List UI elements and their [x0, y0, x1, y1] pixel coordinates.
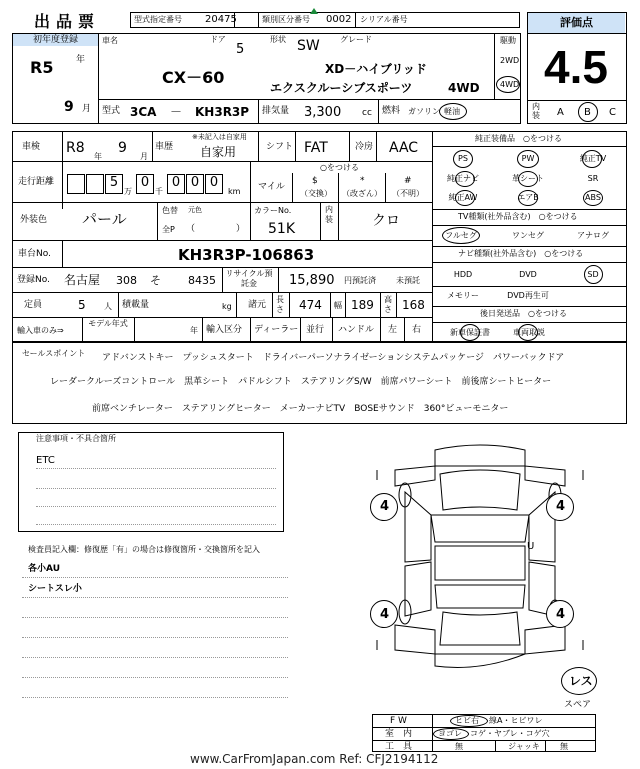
corner-mark — [310, 8, 318, 14]
mileage-digit-3: 0 — [136, 174, 154, 194]
first-reg-label: 初年度登録 — [32, 35, 78, 45]
car-diagram — [365, 440, 595, 680]
mileage-km-unit: km — [228, 187, 241, 196]
exterior-label: 外装色 — [20, 215, 48, 225]
interior-color: クロ — [372, 213, 400, 229]
mileage-sen-unit: 千 — [155, 187, 163, 196]
reg-month-unit: 月 — [82, 104, 92, 114]
grade-drive: 4WD — [448, 81, 480, 95]
type-no: 20475 — [205, 14, 237, 25]
displacement-label: 排気量 — [262, 106, 290, 116]
mileage-modified: （改ざん） — [342, 189, 382, 198]
inspection-month: 9 — [118, 140, 127, 156]
navi-memory: メモリー — [447, 291, 479, 300]
plate-number: 308 — [116, 274, 137, 287]
navi-dvd: DVD — [519, 270, 537, 279]
reg-year-unit: 年 — [76, 55, 86, 65]
class-no-label: 類別区分番号 — [262, 15, 310, 24]
equip-sr: SR — [587, 174, 599, 183]
height: 168 — [402, 298, 425, 312]
interior-grade-label: 内装 — [532, 102, 540, 120]
import-category-label: 輸入区分 — [206, 325, 243, 335]
dims-label: 諸元 — [248, 300, 267, 310]
mileage-digit-6: 0 — [205, 174, 223, 194]
tv-oneseg: ワンセグ — [512, 231, 544, 240]
legend-fw-desc: 線A・ヒビワレ — [489, 716, 543, 725]
chassis-no: KH3R3P-106863 — [178, 246, 315, 264]
fuel-diesel: 軽油 — [444, 107, 460, 116]
notes-item-etc: ETC — [36, 455, 55, 466]
tire-front-right: 4 — [556, 499, 566, 514]
grade-a: A — [557, 107, 564, 118]
mileage-label: 走行距離 — [18, 177, 55, 187]
selling-line-1: アドバンストキー プッシュスタート ドライバーパーソナライゼーションシステムパッケージ パワーバックドア — [102, 353, 565, 363]
equip-abs: ABS — [585, 193, 601, 202]
spare-value: レス — [569, 674, 593, 688]
width-label: 幅 — [334, 301, 342, 310]
grade-label: グレード — [340, 35, 372, 44]
recycle-label: リサイクル預託金 — [225, 269, 273, 288]
handle-right: 右 — [412, 325, 422, 335]
header-strip — [130, 12, 520, 28]
shape-label: 形状 — [270, 35, 286, 44]
color-code-label: カラーNo. — [254, 206, 292, 215]
type-no-label: 型式指定番号 — [134, 15, 182, 24]
full-paint-label: 全P — [162, 225, 175, 234]
navi-title: ナビ種類(社外品含む) ○をつける — [458, 249, 584, 258]
tv-analog: アナログ — [577, 231, 609, 240]
equip-pw: PW — [521, 154, 535, 163]
selling-line-2: レーダークルーズコントロール 黒革シート パドルシフト ステアリングS/W 前席パワーシート 前後席シートヒーター — [50, 377, 552, 387]
original-color-label: 元色 — [188, 206, 202, 214]
equip-navi: 純正ナビ — [447, 174, 479, 183]
mileage-man-unit: 万 — [124, 187, 132, 196]
paren-open: （ — [186, 224, 196, 234]
legend-fw: F W — [390, 716, 407, 726]
recycle-amount: 15,890 — [289, 273, 335, 288]
model-label: 型式 — [102, 106, 121, 116]
handle-left: 左 — [388, 325, 398, 335]
mileage-digit-5: 0 — [186, 174, 204, 194]
legend-interior: 室 内 — [385, 729, 413, 739]
fuel-label: 燃料 — [382, 106, 401, 116]
equip-title: 純正装備品 ○をつける — [475, 134, 562, 143]
shape: SW — [297, 38, 320, 54]
later-title: 後日発送品 ○をつける — [480, 309, 567, 318]
inspector-item-1: 各小AU — [28, 564, 60, 574]
exterior-color: パール — [82, 210, 127, 228]
chassis-label: 車台No. — [18, 249, 51, 259]
score-label: 評価点 — [560, 16, 593, 29]
spare-label: スペア — [564, 700, 592, 710]
notes-box — [18, 432, 284, 532]
score-value: 4.5 — [544, 41, 608, 93]
car-name-label: 車名 — [102, 36, 118, 45]
plate-serial: 8435 — [188, 274, 216, 287]
equip-leather: 革シート — [512, 174, 544, 183]
door-label: ドア — [210, 35, 226, 44]
import-dealer: ディーラー — [254, 325, 299, 335]
drive-label: 駆動 — [500, 36, 516, 45]
inspector-item-2: シートスレ小 — [28, 584, 82, 594]
cc-unit: cc — [362, 108, 372, 118]
mileage-hash: # — [404, 176, 412, 186]
watermark-footer: www.CarFromJapan.com Ref: CFJ2194112 — [190, 752, 439, 766]
selling-line-3: 前席ベンチレーター ステアリングヒーター メーカーナビTV BOSEサウンド 360°ビューモニター — [92, 404, 509, 414]
plate-kana: そ — [150, 274, 161, 287]
import-parallel: 並行 — [306, 325, 325, 335]
grade-line-2: エクスクルーシブスポーツ — [270, 81, 413, 95]
capacity-unit: 人 — [104, 302, 112, 311]
handle-label: ハンドル — [338, 325, 375, 335]
inspection-era: R8 — [66, 140, 85, 156]
import-label: 輸入車のみ⇒ — [17, 326, 64, 335]
capacity: 5 — [78, 298, 86, 312]
history-label: 車歴 — [155, 142, 174, 152]
class-no: 0002 — [326, 14, 352, 25]
model-dash: － — [170, 105, 183, 119]
load-label: 積載量 — [122, 300, 150, 310]
equip-ps: PS — [458, 154, 468, 163]
history-note: ※未記入は自家用 — [192, 133, 247, 141]
legend-tools-value: 無 — [455, 742, 463, 751]
legend-jack: ジャッキ — [508, 742, 540, 751]
model-code-2: KH3R3P — [195, 105, 250, 119]
displacement: 3,300 — [304, 105, 342, 120]
grade-b: B — [584, 107, 591, 118]
car-name: CX－60 — [162, 68, 225, 87]
equip-airbag: エアB — [517, 193, 539, 202]
form-title: 出品票 — [34, 12, 101, 31]
equip-aw: 純正AW — [448, 193, 478, 202]
legend-jack-value: 無 — [560, 742, 568, 751]
drive-4wd: 4WD — [500, 80, 520, 89]
inspection-year-unit: 年 — [94, 152, 102, 161]
damage-mark-u: U — [527, 541, 535, 552]
tire-rear-left: 4 — [380, 607, 390, 622]
grade-c: C — [609, 107, 616, 118]
later-warranty: 新車保証書 — [450, 328, 490, 337]
plate-label: 登録No. — [17, 275, 50, 285]
mileage-unknown: （不明） — [392, 189, 424, 198]
recycle-unit: 円預託済 — [344, 276, 376, 285]
inspection-label: 車検 — [22, 142, 41, 152]
mile-label: マイル — [258, 182, 285, 192]
mileage-dollar: $ — [312, 176, 318, 186]
notes-label: 注意事項・不具合箇所 — [36, 434, 116, 443]
selling-label: セールスポイント — [22, 349, 86, 358]
ac-value: AAC — [389, 140, 419, 156]
navi-hdd: HDD — [453, 270, 473, 279]
paren-close: ） — [236, 224, 246, 234]
width: 189 — [351, 298, 374, 312]
legend-fw-mark: ヒビ右 — [455, 716, 479, 725]
tire-front-left: 4 — [380, 499, 390, 514]
equip-tv: 純正TV — [579, 154, 607, 163]
serial-label: シリアル番号 — [360, 15, 408, 24]
door-count: 5 — [236, 42, 245, 57]
navi-sd: SD — [587, 270, 599, 279]
length-label: 長さ — [276, 295, 284, 314]
length: 474 — [299, 298, 322, 312]
color-code: 51K — [268, 221, 295, 237]
shift-value: FAT — [304, 140, 328, 156]
legend-tools: 工 具 — [385, 742, 413, 752]
mileage-digit-4: 0 — [167, 174, 185, 194]
reg-year: R5 — [30, 58, 54, 77]
shift-label: シフト — [266, 142, 294, 152]
reg-month: 9 — [64, 99, 74, 115]
mileage-star: * — [360, 176, 365, 186]
load-unit: kg — [222, 302, 232, 311]
model-year-label: モデル年式 — [88, 319, 128, 328]
color-change-label: 色替 — [162, 206, 178, 215]
mileage-exchange: （交換） — [300, 189, 332, 198]
inspection-month-unit: 月 — [140, 152, 148, 161]
height-label: 高さ — [384, 295, 392, 314]
recycle-status: 未預託 — [396, 276, 420, 285]
interior-color-label: 内装 — [325, 205, 333, 224]
import-year-unit: 年 — [190, 326, 198, 335]
capacity-label: 定員 — [24, 300, 43, 310]
grade-line-1: XD－ハイブリッド — [325, 62, 427, 76]
drive-2wd: 2WD — [500, 56, 520, 65]
ac-label: 冷房 — [355, 142, 374, 152]
plate-area: 名古屋 — [64, 273, 101, 287]
navi-dvd-play: DVD再生可 — [507, 291, 549, 300]
mileage-circle-note: ○をつける — [320, 163, 359, 172]
later-manual: 車両取説 — [513, 328, 545, 337]
legend-interior-mark: ヨゴレ — [438, 729, 462, 738]
tv-title: TV種類(社外品含む) ○をつける — [458, 212, 578, 221]
inspector-label: 検査員記入欄：修復歴「有」の場合は修復箇所・交換箇所を記入 — [28, 545, 260, 554]
mileage-digit-2: 5 — [105, 174, 123, 194]
legend-interior-desc: コゲ・ヤブレ・コゲ穴 — [470, 729, 550, 738]
tire-rear-right: 4 — [556, 607, 566, 622]
history-value: 自家用 — [200, 145, 237, 159]
model-code-1: 3CA — [130, 105, 157, 119]
tv-fullseg: フルセグ — [445, 231, 477, 240]
fuel-gasoline: ガソリン — [408, 107, 440, 116]
